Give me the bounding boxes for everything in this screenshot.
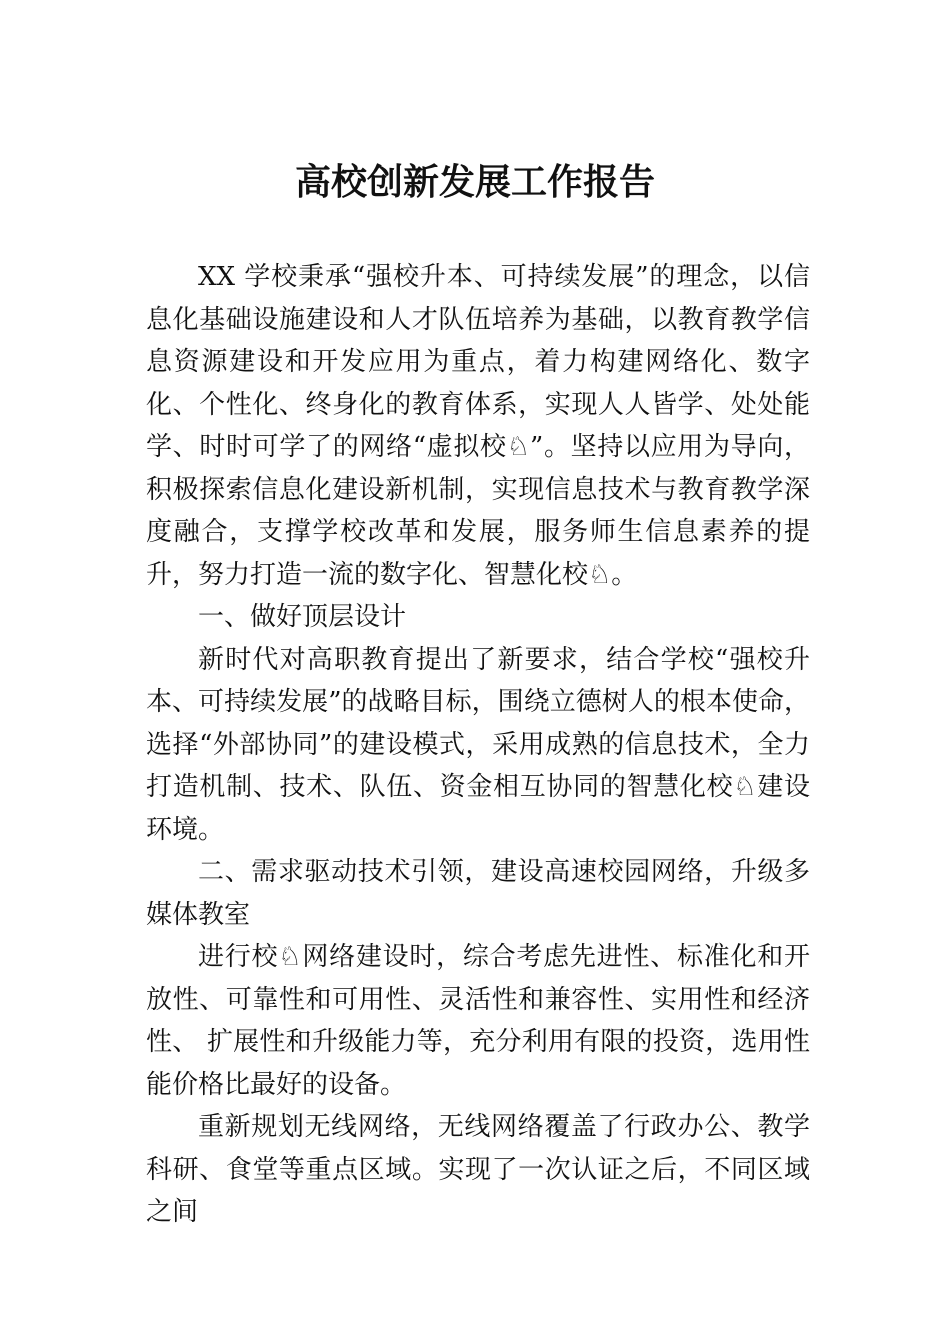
paragraph-section-1: 新时代对高职教育提出了新要求，结合学校“强校升本、可持续发展”的战略目标，围绕立德树人的根本使命，选择“外部协同”的建设模式，采用成熟的信息技术，全力打造机制、技术、队伍、资金相互协同的智慧化校♘建设环境。 [146,644,810,845]
section-heading-2: 二、需求驱动技术引领，建设高速校园网络，升级多媒体教室 [146,857,810,930]
document-body [146,256,810,1234]
document-title: 高校创新发展工作报告 [294,161,655,203]
paragraph-section-2b: 重新规划无线网络，无线网络覆盖了行政办公、教学科研、食堂等重点区域。实现了一次认证之后，不同区域之间 [146,1112,810,1227]
paragraph-section-2a: 进行校♘网络建设时，综合考虑先进性、标准化和开放性、可靠性和可用性、灵活性和兼容性、实用性和经济性、 扩展性和升级能力等，充分利用有限的投资，选用性能价格比最好的设备。 [146,942,810,1100]
paragraph-intro: XX 学校秉承“强校升本、可持续发展”的理念，以信息化基础设施建设和人才队伍培养为基础，以教育教学信息资源建设和开发应用为重点，着力构建网络化、数字化、个性化、终身化的教育体系，实现人人皆学、处处能学、时时可学了的网络“虚拟校♘”。坚持以应用为导向，积极探索信息化建设新机制，实现信息技术与教育教学深度融合，支撑学校改革和发展，服务师生信息素养的提升，努力打造一流的数字化、智慧化校♘。 [146,262,810,590]
section-heading-1: 一、做好顶层设计 [198,602,407,632]
